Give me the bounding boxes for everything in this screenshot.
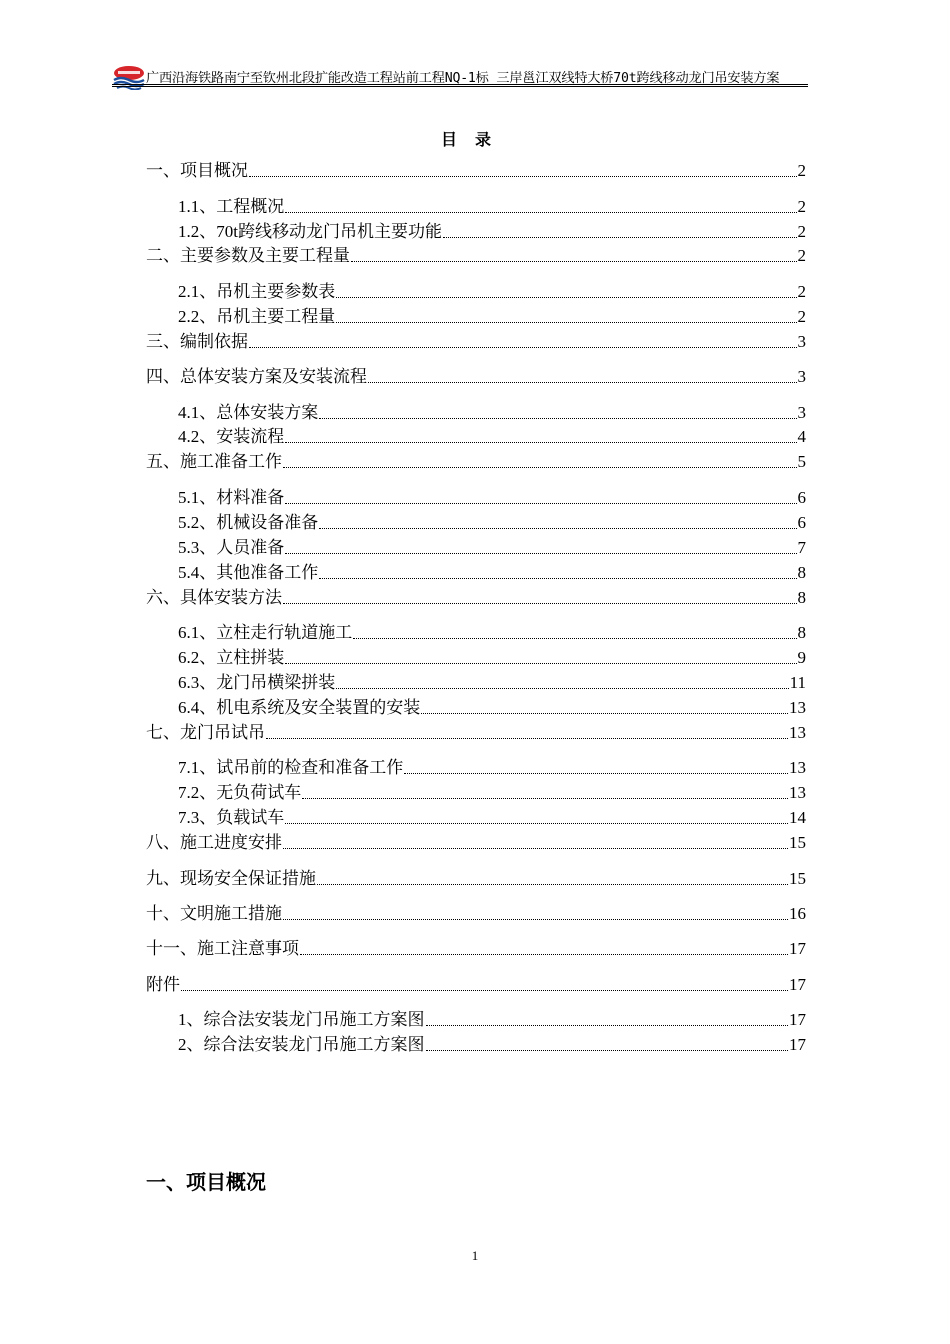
toc-leader-dots [336,296,796,298]
toc-entry[interactable] [178,670,806,694]
toc-entry-page: 11 [789,673,806,692]
toc-entry-page: 17 [789,975,806,994]
toc-leader-dots [317,883,788,885]
toc-leader-dots [421,712,788,714]
toc-entry-label: 1、综合法安装龙门吊施工方案图 [178,1010,425,1029]
toc-entry-label: 一、项目概况 [146,161,248,180]
toc-entry[interactable] [146,449,806,473]
toc-entry[interactable] [178,620,806,644]
header-title: 广西沿海铁路南宁至钦州北段扩能改造工程站前工程NQ-1标 三岸邕江双线特大桥70t跨线移动龙门吊安装方案 [146,71,780,86]
toc-entry-label: 4.1、总体安装方案 [178,403,319,422]
toc-entry-page: 2 [797,282,806,301]
toc-leader-dots [285,552,796,554]
toc-leader-dots [285,662,796,664]
toc-leader-dots [302,797,788,799]
toc-entry[interactable] [146,158,806,182]
toc-entry-label: 2、综合法安装龙门吊施工方案图 [178,1035,425,1054]
toc-entry-label: 6.4、机电系统及安全装置的安装 [178,698,421,717]
header-rule-thin [112,86,808,87]
toc-entry[interactable] [178,805,806,829]
toc-entry[interactable] [178,279,806,303]
toc-entry[interactable] [178,400,806,424]
toc-entry-page: 17 [789,939,806,958]
toc-leader-dots [336,321,796,323]
toc-entry[interactable] [146,585,806,609]
toc-leader-dots [426,1024,789,1026]
toc-entry-label: 4.2、安装流程 [178,427,285,446]
toc-entry[interactable] [178,485,806,509]
toc-leader-dots [300,953,788,955]
toc-entry-page: 4 [797,427,806,446]
toc-entry-label: 八、施工进度安排 [146,833,282,852]
toc-entry-label: 三、编制依据 [146,332,248,351]
toc-entry-label: 附件 [146,975,180,994]
toc-entry-page: 13 [789,723,806,742]
toc-leader-dots [285,211,796,213]
toc-leader-dots [404,772,788,774]
toc-leader-dots [319,527,796,529]
toc-leader-dots [181,989,788,991]
toc-leader-dots [249,175,797,177]
toc-entry-label: 6.2、立柱拼装 [178,648,285,667]
toc-entry-page: 2 [797,222,806,241]
toc-entry[interactable] [146,243,806,267]
toc-entry-label: 1.2、70t跨线移动龙门吊机主要功能 [178,222,442,241]
toc-entry-page: 15 [789,869,806,888]
toc-entry-page: 2 [797,246,806,265]
toc-entry-page: 17 [789,1035,806,1054]
toc-leader-dots [426,1049,789,1051]
toc-entry-label: 2.2、吊机主要工程量 [178,307,336,326]
section-heading: 一、项目概况 [146,1170,266,1194]
toc-entry[interactable] [178,780,806,804]
toc-entry-page: 6 [797,513,806,532]
toc-leader-dots [368,381,797,383]
toc-leader-dots [319,417,796,419]
toc-entry-page: 9 [797,648,806,667]
toc-entry[interactable] [178,695,806,719]
toc-entry-page: 13 [789,698,806,717]
toc-leader-dots [266,737,788,739]
toc-entry-label: 5.2、机械设备准备 [178,513,319,532]
toc-entry[interactable] [178,1032,806,1056]
toc-entry-page: 2 [797,161,806,180]
toc-entry-page: 13 [789,783,806,802]
page-number: 1 [471,1248,479,1263]
toc-entry-page: 5 [797,452,806,471]
toc-entry-label: 五、施工准备工作 [146,452,282,471]
toc-entry[interactable] [146,329,806,353]
toc-entry-label: 七、龙门吊试吊 [146,723,265,742]
toc-leader-dots [283,602,797,604]
toc-entry[interactable] [178,560,806,584]
toc-entry-page: 17 [789,1010,806,1029]
toc-entry-page: 3 [797,367,806,386]
toc-entry-label: 十、文明施工措施 [146,904,282,923]
toc-leader-dots [336,687,788,689]
page-header [112,62,808,92]
toc-entry[interactable] [178,194,806,218]
toc-leader-dots [249,346,797,348]
toc-entry-label: 7.1、试吊前的检查和准备工作 [178,758,404,777]
toc-entry[interactable] [146,364,806,388]
toc-entry[interactable] [178,535,806,559]
toc-leader-dots [283,847,788,849]
toc-leader-dots [319,577,796,579]
toc-entry-label: 6.3、龙门吊横梁拼装 [178,673,336,692]
toc-entry-page: 13 [789,758,806,777]
toc-entry[interactable] [178,645,806,669]
toc-title: 目录 [440,130,509,149]
toc-entry[interactable] [178,304,806,328]
toc-entry[interactable] [178,1007,806,1031]
toc-leader-dots [285,822,788,824]
toc-entry[interactable] [146,972,806,996]
toc-entry-label: 5.1、材料准备 [178,488,285,507]
toc-entry-label: 九、现场安全保证措施 [146,869,316,888]
toc-entry-page: 16 [789,904,806,923]
toc-entry-label: 六、具体安装方法 [146,588,282,607]
toc-leader-dots [285,441,796,443]
toc-entry-page: 3 [797,403,806,422]
toc-leader-dots [283,918,788,920]
toc-entry-page: 15 [789,833,806,852]
toc-leader-dots [285,502,796,504]
toc-entry[interactable] [178,510,806,534]
toc-entry[interactable] [178,424,806,448]
header-rule [112,84,808,85]
toc-entry-label: 7.3、负载试车 [178,808,285,827]
toc-entry-page: 6 [797,488,806,507]
toc-entry-label: 6.1、立柱走行轨道施工 [178,623,353,642]
toc-entry-label: 十一、施工注意事项 [146,939,299,958]
toc-entry[interactable] [178,755,806,779]
toc-entry-page: 8 [797,588,806,607]
toc-entry-label: 2.1、吊机主要参数表 [178,282,336,301]
toc-entry-page: 3 [797,332,806,351]
toc-leader-dots [351,260,797,262]
toc-entry[interactable] [146,936,806,960]
toc-entry-label: 1.1、工程概况 [178,197,285,216]
toc-leader-dots [283,466,797,468]
toc-entry-label: 二、主要参数及主要工程量 [146,246,350,265]
toc-leader-dots [353,637,796,639]
toc-entry-page: 2 [797,307,806,326]
toc-entry[interactable] [146,830,806,854]
toc-leader-dots [443,236,797,238]
toc-entry-page: 8 [797,563,806,582]
toc-entry[interactable] [146,866,806,890]
toc-entry[interactable] [146,720,806,744]
toc-entry[interactable] [178,219,806,243]
toc-entry-page: 2 [797,197,806,216]
toc-entry-page: 14 [789,808,806,827]
toc-entry-page: 7 [797,538,806,557]
toc-entry-label: 四、总体安装方案及安装流程 [146,367,367,386]
toc-entry-label: 5.4、其他准备工作 [178,563,319,582]
toc-entry-label: 7.2、无负荷试车 [178,783,302,802]
toc-entry[interactable] [146,901,806,925]
toc-entry-page: 8 [797,623,806,642]
toc-entry-label: 5.3、人员准备 [178,538,285,557]
